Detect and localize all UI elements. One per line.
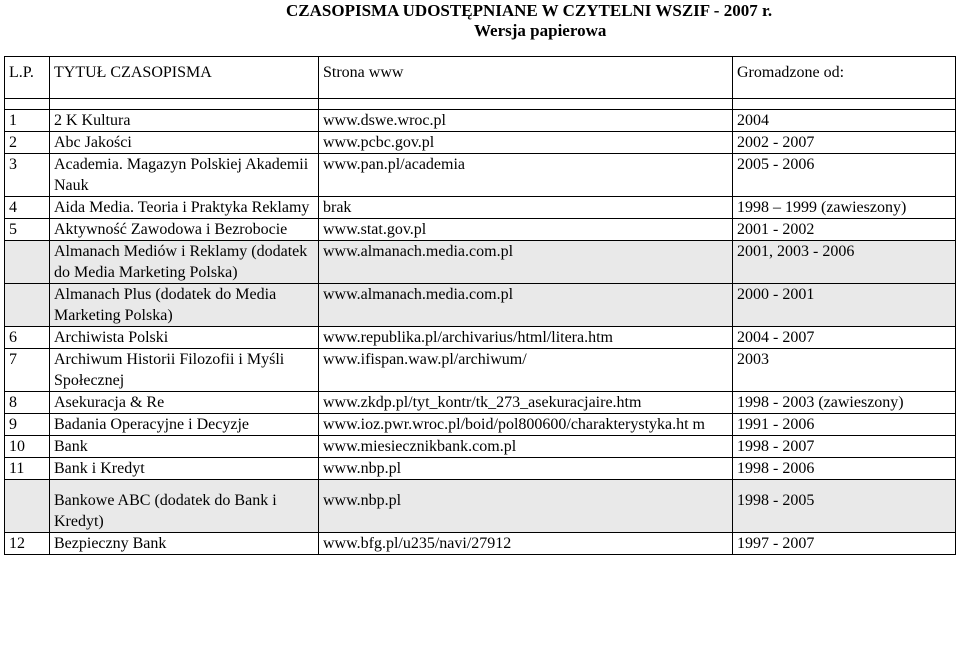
row-title: Almanach Mediów i Reklamy (dodatek do Media Marketing Polska) — [50, 241, 319, 284]
row-collected: 2004 — [733, 110, 956, 132]
title-line-2: Wersja papierowa — [474, 21, 607, 40]
row-collected: 1991 - 2006 — [733, 414, 956, 436]
row-title: Badania Operacyjne i Decyzje — [50, 414, 319, 436]
table-row-supplement — [5, 480, 956, 533]
row-number: 10 — [5, 436, 50, 458]
row-title: Bezpieczny Bank — [50, 533, 319, 555]
row-title: Abc Jakości — [50, 132, 319, 154]
row-title: Bankowe ABC (dodatek do Bank i Kredyt) — [50, 480, 319, 533]
row-www: www.almanach.media.com.pl — [319, 241, 733, 284]
row-collected: 1998 - 2006 — [733, 458, 956, 480]
table-row — [5, 219, 956, 241]
table-row — [5, 197, 956, 219]
row-title: Almanach Plus (dodatek do Media Marketing Polska) — [50, 284, 319, 327]
row-title: Aktywność Zawodowa i Bezrobocie — [50, 219, 319, 241]
row-www: www.nbp.pl — [319, 458, 733, 480]
row-collected: 2004 - 2007 — [733, 327, 956, 349]
table-row — [5, 110, 956, 132]
row-collected: 2002 - 2007 — [733, 132, 956, 154]
row-title: 2 K Kultura — [50, 110, 319, 132]
row-collected: 2003 — [733, 349, 956, 392]
row-number: 6 — [5, 327, 50, 349]
row-www: www.ifispan.waw.pl/archiwum/ — [319, 349, 733, 392]
table-row — [5, 414, 956, 436]
table-row — [5, 458, 956, 480]
row-collected: 1998 – 1999 (zawieszony) — [733, 197, 956, 219]
table-row-supplement — [5, 241, 956, 284]
table-row-supplement — [5, 284, 956, 327]
row-number — [5, 241, 50, 284]
row-collected: 2000 - 2001 — [733, 284, 956, 327]
row-number: 4 — [5, 197, 50, 219]
row-number: 1 — [5, 110, 50, 132]
row-title: Aida Media. Teoria i Praktyka Reklamy — [50, 197, 319, 219]
row-www: www.pan.pl/academia — [319, 154, 733, 197]
table-header-row — [5, 57, 956, 99]
row-title: Bank — [50, 436, 319, 458]
header-title: TYTUŁ CZASOPISMA — [50, 57, 319, 99]
table-row — [5, 436, 956, 458]
row-www: www.republika.pl/archivarius/html/litera.htm — [319, 327, 733, 349]
row-number — [5, 480, 50, 533]
row-title: Asekuracja & Re — [50, 392, 319, 414]
row-number: 2 — [5, 132, 50, 154]
row-www: www.almanach.media.com.pl — [319, 284, 733, 327]
header-collected: Gromadzone od: — [733, 57, 956, 99]
row-title: Bank i Kredyt — [50, 458, 319, 480]
row-www: www.zkdp.pl/tyt_kontr/tk_273_asekuracjaire.htm — [319, 392, 733, 414]
header-www: Strona www — [319, 57, 733, 99]
row-title: Academia. Magazyn Polskiej Akademii Nauk — [50, 154, 319, 197]
header-gap — [5, 99, 956, 110]
row-number: 5 — [5, 219, 50, 241]
row-number: 8 — [5, 392, 50, 414]
row-title: Archiwum Historii Filozofii i Myśli Społecznej — [50, 349, 319, 392]
title-line-1: CZASOPISMA UDOSTĘPNIANE W CZYTELNI WSZIF - 2007 r. — [286, 1, 773, 20]
row-number — [5, 284, 50, 327]
row-collected: 1998 - 2003 (zawieszony) — [733, 392, 956, 414]
table-row — [5, 349, 956, 392]
row-collected: 1998 - 2007 — [733, 436, 956, 458]
row-collected: 2001 - 2002 — [733, 219, 956, 241]
row-www: www.nbp.pl — [319, 480, 733, 533]
row-collected: 1998 - 2005 — [733, 480, 956, 533]
periodicals-table — [4, 56, 956, 555]
row-www: www.ioz.pwr.wroc.pl/boid/pol800600/charakterystyka.ht m — [319, 414, 733, 436]
table-row — [5, 327, 956, 349]
row-www: brak — [319, 197, 733, 219]
row-number: 9 — [5, 414, 50, 436]
row-www: www.bfg.pl/u235/navi/27912 — [319, 533, 733, 555]
table-row — [5, 132, 956, 154]
table-row — [5, 392, 956, 414]
header-lp: L.P. — [5, 57, 50, 99]
row-collected: 2001, 2003 - 2006 — [733, 241, 956, 284]
row-number: 7 — [5, 349, 50, 392]
row-number: 3 — [5, 154, 50, 197]
row-www: www.miesiecznikbank.com.pl — [319, 436, 733, 458]
row-collected: 2005 - 2006 — [733, 154, 956, 197]
table-row — [5, 533, 956, 555]
row-www: www.pcbc.gov.pl — [319, 132, 733, 154]
row-www: www.stat.gov.pl — [319, 219, 733, 241]
row-number: 12 — [5, 533, 50, 555]
row-collected: 1997 - 2007 — [733, 533, 956, 555]
row-title: Archiwista Polski — [50, 327, 319, 349]
row-number: 11 — [5, 458, 50, 480]
table-row — [5, 154, 956, 197]
row-www: www.dswe.wroc.pl — [319, 110, 733, 132]
